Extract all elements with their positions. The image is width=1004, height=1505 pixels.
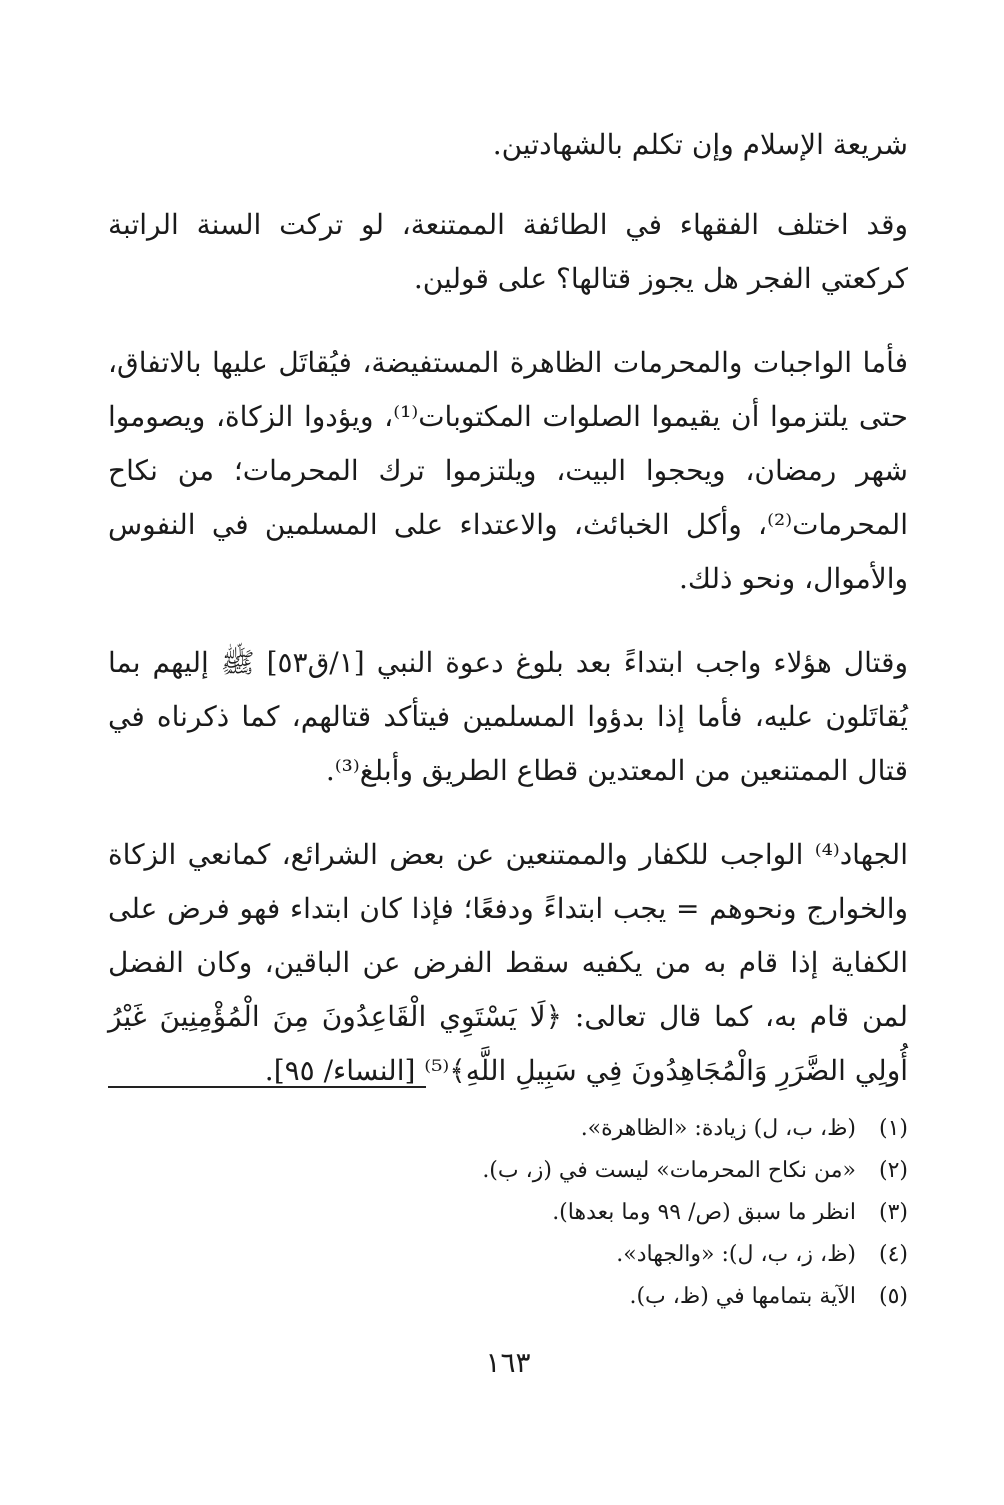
paragraph-5: الجهاد⁽⁴⁾ الواجب للكفار والممتنعين عن بعض الشرائع، كمانعي الزكاة والخوارج ونحوهم = يجب ابتداءً ودفعًا؛ فإذا كان ابتداء فهو فرض على الكفاية إذا قام به من يكفيه سقط الفرض عن الباقين، وكان الفضل لمن قام به، كما قال تعالى: ﴿لَا يَسْتَوِي الْقَاعِدُونَ مِنَ الْمُؤْمِنِينَ غَيْرُ أُولِي الضَّرَرِ وَالْمُجَاهِدُونَ فِي سَبِيلِ اللَّهِ﴾⁽⁵⁾ [النساء/ ٩٥]. (108, 838, 908, 1087)
paragraph-1: شريعة الإسلام وإن تكلم بالشهادتين. (492, 128, 908, 161)
footnote-number: (١) (878, 1116, 908, 1141)
paragraph-2: وقد اختلف الفقهاء في الطائفة الممتنعة، لو تركت السنة الراتبة كركعتي الفجر هل يجوز قتالها؟ على قولين. (108, 208, 908, 295)
page-number: ١٦٣ (485, 1346, 531, 1379)
footnote-item (108, 1150, 908, 1192)
footnote-number: (٤) (878, 1242, 908, 1267)
paragraph-4: وقتال هؤلاء واجب ابتداءً بعد بلوغ دعوة النبي [١/ق٥٣] ﷺ إليهم بما يُقاتَلون عليه، فأما إذا بدؤوا المسلمين فيتأكد قتالهم، كما ذكرناه في قتال الممتنعين من المعتدين قطاع الطريق وأبلغ⁽³⁾. (108, 646, 908, 787)
footnote-separator (108, 1086, 426, 1088)
footnote-item (108, 1192, 908, 1234)
footnote-item (108, 1108, 908, 1150)
footnote-text: «من نكاح المحرمات» ليست في (ز، ب). (482, 1158, 856, 1183)
footnote-number: (٢) (878, 1158, 908, 1183)
footnote-text: انظر ما سبق (ص/ ٩٩ وما بعدها). (552, 1200, 856, 1225)
footnote-item (108, 1276, 908, 1318)
footnotes (108, 1108, 908, 1318)
paragraph-3: فأما الواجبات والمحرمات الظاهرة المستفيضة، فيُقاتَل عليها بالاتفاق، حتى يلتزموا أن يقيموا الصلوات المكتوبات⁽¹⁾، ويؤدوا الزكاة، ويصوموا شهر رمضان، ويحجوا البيت، ويلتزموا ترك المحرمات؛ من نكاح المحرمات⁽²⁾، وأكل الخبائث، والاعتداء على المسلمين في النفوس والأموال، ونحو ذلك. (108, 346, 908, 595)
footnote-text: (ظ، ب، ل) زيادة: «الظاهرة». (580, 1116, 856, 1141)
footnote-number: (٣) (878, 1200, 908, 1225)
footnote-text: الآية بتمامها في (ظ، ب). (629, 1284, 856, 1309)
footnote-text: (ظ، ز، ب، ل): «والجهاد». (616, 1242, 856, 1267)
footnote-number: (٥) (878, 1284, 908, 1309)
page-content (108, 118, 908, 1398)
footnote-item (108, 1234, 908, 1276)
